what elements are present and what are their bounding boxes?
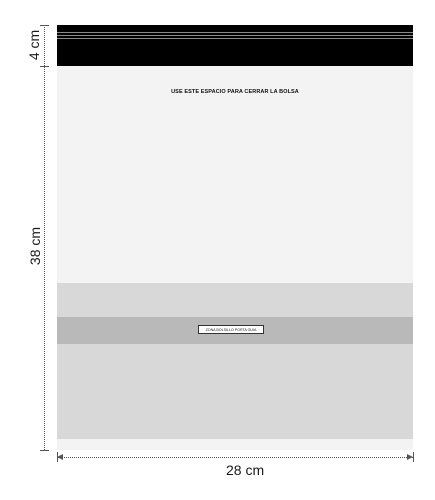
- strip-line: [57, 38, 413, 39]
- dimension-line-width: [57, 457, 413, 458]
- arrow-right-icon: [407, 454, 413, 460]
- width-label: 28 cm: [226, 462, 265, 478]
- bag-bottom-edge: [57, 439, 413, 450]
- dimension-line-body: [44, 66, 45, 450]
- height-top-label: 4 cm: [26, 29, 42, 61]
- pocket-label-text: ZONA BOLSILLO PORTA GUIA: [205, 327, 257, 332]
- strip-line: [57, 35, 413, 36]
- pocket-zone: [57, 283, 413, 439]
- dimension-line-top: [44, 25, 45, 66]
- adhesive-closure-strip: [57, 25, 413, 66]
- dimension-tick: [40, 450, 49, 451]
- strip-line: [57, 32, 413, 33]
- pocket-label: [198, 325, 264, 334]
- closing-instruction-text: USE ESTE ESPACIO PARA CERRAR LA BOLSA: [171, 89, 299, 95]
- height-body-label: 38 cm: [27, 221, 43, 271]
- dimension-tick: [413, 452, 414, 462]
- arrow-left-icon: [57, 454, 63, 460]
